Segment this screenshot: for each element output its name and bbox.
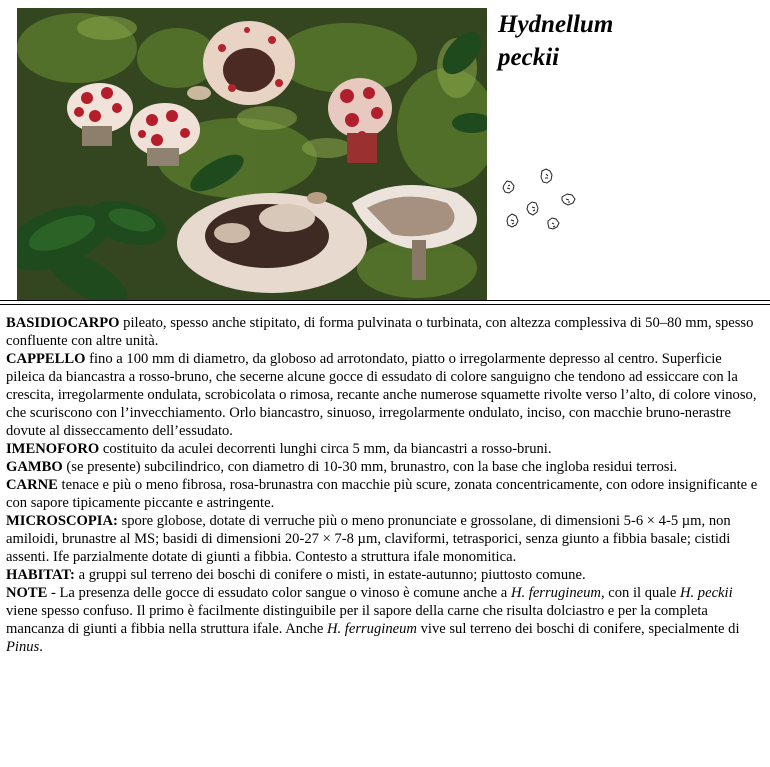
section-text: viene spesso confuso. Il primo è facilmente distinguibile per il sapore della carne che risulta dolciastro e per la completa mancanza di giunti a fibbia nella struttura ifale. Anche — [6, 603, 708, 637]
spore-drawing — [496, 165, 584, 240]
section-text: , con il quale — [600, 585, 680, 601]
section-label: MICROSCOPIA: — [6, 513, 118, 529]
species-title-genus: Hydnellum — [498, 11, 614, 38]
section-label: GAMBO — [6, 459, 63, 475]
section-text: (se presente) subcilindrico, con diametro di 10-30 mm, brunastro, con la base che ingloba residui terrosi. — [62, 459, 678, 475]
section-label: NOTE — [6, 585, 48, 601]
species-name: H. ferrugineum — [326, 621, 417, 637]
section-basidiocarpo — [6, 314, 764, 350]
section-imenoforo — [6, 440, 764, 458]
spore-icon — [541, 169, 552, 183]
section-label: CAPPELLO — [6, 351, 86, 367]
section-text: vive sul terreno dei boschi di conifere, specialmente di — [416, 621, 740, 637]
section-habitat — [6, 566, 764, 584]
section-text: pileato, spesso anche stipitato, di forma pulvinata o turbinata, con altezza complessiva di 50–80 mm, spesso confluente con altre unità. — [6, 315, 754, 349]
spore-icon — [527, 202, 538, 215]
species-title — [498, 8, 613, 74]
section-divider — [0, 300, 770, 305]
mushroom-photo — [17, 8, 487, 300]
section-text: fino a 100 mm di diametro, da globoso ad arrotondato, piatto o irregolarmente depresso al centro. Superficie pileica da biancastra a rosso-bruno, che secerne alcune gocce di essudato di colore sanguigno che tendono ad essiccare con la crescita, irregolarmente ondulata, scrobicolata o rimosa, recante anche numerose squamette rivolte verso l’alto, di colore vinoso, che scuriscono con l’invecchiamento. Orlo biancastro, sinuoso, irregolarmente ondulato, inciso, con macchie bruno-nerastre dovute al disseccamento dell’essudato. — [6, 351, 757, 439]
section-text: a gruppi sul terreno dei boschi di conifere o misti, in estate-autunno; piuttosto comune. — [74, 567, 586, 583]
section-label: HABITAT: — [6, 567, 75, 583]
species-title-epithet: peckii — [498, 44, 560, 71]
section-text: - La presenza delle gocce di essudato color sangue o vinoso è comune anche a — [47, 585, 511, 601]
species-name: H. ferrugineum — [510, 585, 601, 601]
section-text: spore globose, dotate di verruche più o meno pronunciate e grossolane, di dimensioni 5-6 × 4-5 µm, non amiloidi, brunastre al MS; basidi di dimensioni 20-27 × 7-8 µm, claviformi, tetrasporici, senza giunto a fibbia basale; cistidi assenti. Ife parzialmente dotate di giunti a fibbia. Contesto a struttura ifale monomitica. — [6, 513, 731, 565]
section-carne — [6, 476, 764, 512]
section-gambo — [6, 458, 764, 476]
spore-icon — [503, 181, 514, 193]
species-description — [6, 314, 764, 656]
genus-name: Pinus — [6, 639, 40, 655]
section-text: costituito da aculei decorrenti lunghi circa 5 mm, da biancastri a rosso-bruni. — [99, 441, 552, 457]
section-text: . — [39, 639, 43, 655]
spore-icon — [562, 194, 575, 205]
section-label: BASIDIOCARPO — [6, 315, 120, 331]
mushroom-photo-illustration — [17, 8, 487, 300]
section-label: IMENOFORO — [6, 441, 100, 457]
section-cappello — [6, 350, 764, 440]
section-note — [6, 584, 764, 656]
section-microscopia — [6, 512, 764, 566]
species-name: H. peckii — [679, 585, 733, 601]
spore-icon — [548, 218, 559, 229]
section-text: tenace e più o meno fibrosa, rosa-brunastra con macchie più scure, zonata concentricamente, con odore insignificante e con sapore tipicamente piccante e astringente. — [6, 477, 758, 511]
section-label: CARNE — [6, 477, 58, 493]
spore-icon — [507, 214, 518, 227]
